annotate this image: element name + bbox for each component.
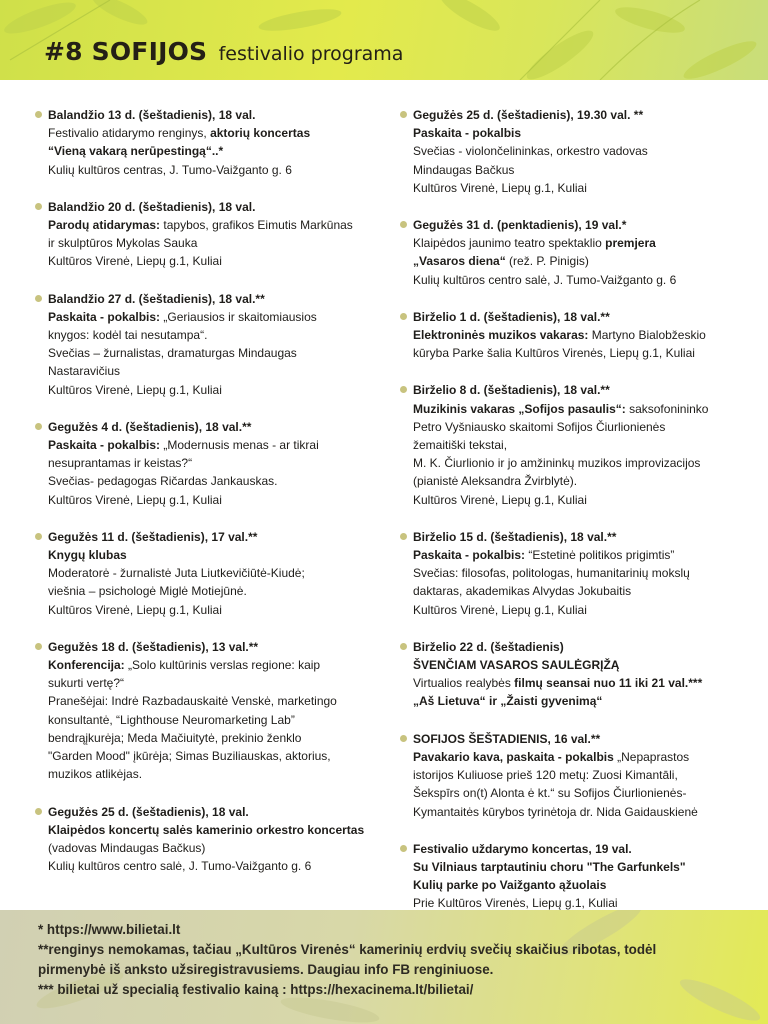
event-text: Virtualios realybės [413, 676, 515, 691]
event-text: sukurti vertę?“ [48, 676, 125, 691]
event-highlight-text: Paskaita - pokalbis [413, 126, 522, 141]
footer-line: **renginys nemokamas, tačiau „Kultūros Virenės“ kamerinių erdvių svečių skaičius ribotas, todėl [38, 942, 657, 957]
event-highlight-text: premjera [605, 236, 656, 251]
event-date: Birželio 22 d. (šeštadienis) [413, 639, 564, 654]
event-detail-line [413, 161, 750, 179]
event-text: (pianistė Aleksandra Žvirblytė). [413, 474, 578, 489]
event-item [400, 216, 750, 289]
event-detail-line [413, 491, 750, 509]
bullet-dot-icon [400, 533, 407, 540]
event-detail-line [48, 821, 385, 839]
bullet-dot-icon [400, 845, 407, 852]
event-item [35, 418, 385, 509]
event-text: Kultūros Virenė, Liepų g.1, Kuliai [48, 382, 222, 397]
event-item [35, 638, 385, 784]
event-item [400, 308, 750, 363]
event-detail-line [413, 656, 750, 674]
event-detail-line [48, 674, 385, 692]
event-detail-line [48, 857, 385, 875]
event-date: Birželio 8 d. (šeštadienis), 18 val.** [413, 383, 610, 398]
bullet-dot-icon [35, 111, 42, 118]
event-date: Balandžio 27 d. (šeštadienis), 18 val.** [48, 291, 265, 306]
event-text: muzikos atlikėjas. [48, 767, 143, 782]
event-text: Moderatorė - žurnalistė Juta Liutkevičiūtė-Kiudė; [48, 566, 305, 581]
event-text: „Nepaprastos [613, 749, 690, 764]
event-detail-line [413, 858, 750, 876]
event-detail-line [413, 234, 750, 252]
event-text: Kymantaitės kūrybos tyrinėtoja dr. Nida Gaidauskienė [413, 804, 698, 819]
bullet-dot-icon [400, 386, 407, 393]
event-item [35, 528, 385, 619]
event-text: Prie Kultūros Virenės, Liepų g.1, Kuliai [413, 896, 618, 911]
event-detail-line [48, 216, 385, 234]
event-detail-line [48, 601, 385, 619]
event-detail-line [48, 344, 385, 362]
event-detail-line [413, 124, 750, 142]
event-highlight-text: Su Vilniaus tarptautiniu choru "The Garfunkels" [413, 859, 686, 874]
event-text: ir skulptūros Mykolas Sauka [48, 236, 198, 251]
footer-notes [0, 910, 768, 1024]
event-detail-line [48, 142, 385, 160]
event-detail-line [48, 747, 385, 765]
event-text: (vadovas Mindaugas Bačkus) [48, 840, 206, 855]
bullet-dot-icon [35, 203, 42, 210]
footer-line: * https://www.bilietai.lt [38, 922, 181, 937]
event-detail-line [48, 765, 385, 783]
event-item [400, 730, 750, 821]
program-column-right [400, 106, 750, 932]
event-detail-line [48, 546, 385, 564]
event-text: Svečias - violončelininkas, orkestro vadovas [413, 144, 648, 159]
event-highlight-text: Elektroninės muzikos vakaras: [413, 328, 589, 343]
event-text: Kulių kultūros centras, J. Tumo-Vaižganto g. 6 [48, 162, 292, 177]
bullet-dot-icon [35, 423, 42, 430]
event-detail-line [413, 784, 750, 802]
bullet-dot-icon [400, 221, 407, 228]
event-text: Kultūros Virenė, Liepų g.1, Kuliai [48, 492, 222, 507]
event-text: nesuprantamas ir keistas?“ [48, 456, 193, 471]
event-detail-line [48, 252, 385, 270]
event-item [400, 106, 750, 197]
event-text: kūryba Parke šalia Kultūros Virenės, Liepų g.1, Kuliai [413, 346, 695, 361]
event-detail-line [48, 491, 385, 509]
event-text: Kultūros Virenė, Liepų g.1, Kuliai [413, 492, 587, 507]
event-detail-line [48, 582, 385, 600]
event-detail-line [413, 674, 750, 692]
event-highlight-text: Muzikinis vakaras „Sofijos pasaulis“: [413, 401, 626, 416]
event-date: Balandžio 13 d. (šeštadienis), 18 val. [48, 108, 256, 122]
event-text: “Estetinė politikos prigimtis” [525, 548, 675, 563]
event-highlight-text: “Vieną vakarą nerūpestingą“..* [48, 144, 224, 159]
event-text: viešnia – psichologė Miglė Motiejūnė. [48, 584, 247, 599]
event-detail-line [413, 418, 750, 436]
event-detail-line [48, 124, 385, 142]
event-text: Kultūros Virenė, Liepų g.1, Kuliai [48, 254, 222, 269]
event-detail-line [48, 326, 385, 344]
bullet-dot-icon [35, 533, 42, 540]
event-detail-line [413, 271, 750, 289]
event-date: Balandžio 20 d. (šeštadienis), 18 val. [48, 199, 256, 214]
event-text: Pranešėjai: Indrė Razbadauskaitė Venskė, marketingo [48, 694, 337, 709]
event-detail-line [413, 179, 750, 197]
event-date: Gegužės 18 d. (šeštadienis), 13 val.** [48, 639, 259, 654]
event-text: Svečias- pedagogas Ričardas Jankauskas. [48, 474, 278, 489]
event-detail-line [48, 711, 385, 729]
bullet-dot-icon [35, 808, 42, 815]
bullet-dot-icon [400, 313, 407, 320]
event-text: „Solo kultūrinis verslas regione: kaip [124, 658, 321, 673]
event-detail-line [48, 454, 385, 472]
footer-line: *** bilietai už specialią festivalio kainą : https://hexacinema.lt/bilietai/ [38, 982, 474, 997]
event-item [400, 381, 750, 508]
event-text: „Modernusis menas - ar tikrai [160, 438, 319, 453]
event-highlight-text: „Vasaros diena“ [413, 254, 506, 269]
event-date: SOFIJOS ŠEŠTADIENIS, 16 val.** [413, 731, 601, 746]
event-text: konsultantė, “Lighthouse Neuromarketing Lab” [48, 712, 295, 727]
event-detail-line [413, 252, 750, 270]
event-text: Šekspīrs on(t) Alonta ė kt.“ su Sofijos Čiurlionienės- [413, 786, 687, 801]
event-item [400, 638, 750, 711]
event-text: (rež. P. Pinigis) [505, 254, 589, 269]
event-detail-line [48, 161, 385, 179]
event-highlight-text: Parodų atidarymas: [48, 218, 161, 233]
event-detail-line [48, 381, 385, 399]
event-detail-line [413, 564, 750, 582]
event-detail-line [48, 839, 385, 857]
event-detail-line [48, 564, 385, 582]
event-highlight-text: Paskaita - pokalbis: [48, 309, 161, 324]
event-text: Mindaugas Bačkus [413, 162, 515, 177]
event-text: bendrąįkurėja; Meda Mačiuitytė, prekinio ženklo [48, 730, 302, 745]
event-highlight-text: Paskaita - pokalbis: [413, 548, 526, 563]
footer-text [38, 920, 656, 1000]
event-text: „Geriausios ir skaitomiausios [160, 309, 317, 324]
event-highlight-text: filmų seansai nuo 11 iki 21 val.*** [514, 676, 703, 691]
event-highlight-text: „Aš Lietuva“ ir „Žaisti gyvenimą“ [413, 694, 603, 709]
title-main: #8 SOFIJOS [44, 37, 208, 66]
bullet-dot-icon [35, 643, 42, 650]
event-date: Gegužės 11 d. (šeštadienis), 17 val.** [48, 529, 258, 544]
event-detail-line [48, 729, 385, 747]
event-detail-line [413, 692, 750, 710]
event-detail-line [48, 656, 385, 674]
event-text: "Garden Mood" įkūrėja; Simas Buziliauskas, aktorius, [48, 749, 331, 764]
event-detail-line [413, 472, 750, 490]
event-text: daktaras, akademikas Alvydas Jokubaitis [413, 584, 632, 599]
event-item [400, 528, 750, 619]
event-detail-line [48, 362, 385, 380]
bullet-dot-icon [400, 643, 407, 650]
event-highlight-text: Klaipėdos koncertų salės kamerinio orkestro koncertas [48, 822, 365, 837]
event-detail-line [48, 436, 385, 454]
event-text: istorijos Kuliuose prieš 120 metų: Zuosi Kimantāli, [413, 768, 678, 783]
event-text: tapybos, grafikos Eimutis Markūnas [160, 218, 353, 233]
event-detail-line [48, 308, 385, 326]
event-detail-line [413, 344, 750, 362]
event-date: Gegužės 25 d. (šeštadienis), 19.30 val. ** [413, 108, 644, 122]
event-date: Gegužės 31 d. (penktadienis), 19 val.* [413, 218, 627, 233]
event-item [400, 840, 750, 913]
event-detail-line [413, 400, 750, 418]
event-text: knygos: kodėl tai nesutampa“. [48, 328, 208, 343]
event-detail-line [413, 876, 750, 894]
event-highlight-text: ŠVENČIAM VASAROS SAULĖGRĮŽĄ [413, 658, 620, 673]
event-detail-line [413, 142, 750, 160]
title-sub: festivalio programa [218, 43, 404, 65]
event-text: Svečias – žurnalistas, dramaturgas Mindaugas [48, 346, 297, 361]
event-date: Birželio 1 d. (šeštadienis), 18 val.** [413, 309, 610, 324]
event-item [35, 198, 385, 271]
event-text: Petro Vyšniausko skaitomi Sofijos Čiurlionienės [413, 419, 666, 434]
event-text: Svečias: filosofas, politologas, humanitarinių mokslų [413, 566, 690, 581]
event-detail-line [413, 766, 750, 784]
event-highlight-text: Knygų klubas [48, 548, 127, 563]
bullet-dot-icon [400, 735, 407, 742]
event-detail-line [413, 601, 750, 619]
event-detail-line [413, 454, 750, 472]
event-item [35, 106, 385, 179]
event-text: Kulių kultūros centro salė, J. Tumo-Vaižganto g. 6 [48, 859, 312, 874]
event-text: Kultūros Virenė, Liepų g.1, Kuliai [413, 602, 587, 617]
event-highlight-text: Kulių parke po Vaižganto ąžuolais [413, 878, 607, 893]
footer-line: pirmenybė iš anksto užsiregistravusiems. Daugiau info FB renginiuose. [38, 962, 494, 977]
event-text: saksofonininko [625, 401, 709, 416]
event-detail-line [413, 436, 750, 454]
event-detail-line [48, 692, 385, 710]
event-text: Martyno Bialobžeskio [588, 328, 706, 343]
event-text: Kulių kultūros centro salė, J. Tumo-Vaižganto g. 6 [413, 272, 677, 287]
event-date: Festivalio uždarymo koncertas, 19 val. [413, 841, 632, 856]
event-detail-line [413, 582, 750, 600]
event-date: Gegužės 25 d. (šeštadienis), 18 val. [48, 804, 249, 819]
event-detail-line [413, 326, 750, 344]
event-highlight-text: Paskaita - pokalbis: [48, 438, 161, 453]
bullet-dot-icon [400, 111, 407, 118]
event-date: Birželio 15 d. (šeštadienis), 18 val.** [413, 529, 617, 544]
event-detail-line [48, 472, 385, 490]
event-text: Kultūros Virenė, Liepų g.1, Kuliai [413, 180, 587, 195]
program-column-left [35, 106, 385, 894]
event-text: Nastaravičius [48, 364, 121, 379]
event-item [35, 803, 385, 876]
event-text: M. K. Čiurlionio ir jo amžininkų muzikos improvizacijos [413, 456, 701, 471]
event-detail-line [413, 803, 750, 821]
event-highlight-text: Pavakario kava, paskaita - pokalbis [413, 749, 614, 764]
event-detail-line [413, 748, 750, 766]
event-highlight-text: aktorių koncertas [210, 126, 311, 141]
event-detail-line [48, 234, 385, 252]
event-text: žemaitiški tekstai, [413, 438, 508, 453]
header-banner [0, 0, 768, 80]
event-date: Gegužės 4 d. (šeštadienis), 18 val.** [48, 419, 252, 434]
page-title [44, 30, 403, 68]
event-item [35, 290, 385, 399]
bullet-dot-icon [35, 295, 42, 302]
event-text: Kultūros Virenė, Liepų g.1, Kuliai [48, 602, 222, 617]
event-detail-line [413, 546, 750, 564]
event-text: Festivalio atidarymo renginys, [48, 126, 211, 141]
event-highlight-text: Konferencija: [48, 658, 125, 673]
event-text: Klaipėdos jaunimo teatro spektaklio [413, 236, 606, 251]
